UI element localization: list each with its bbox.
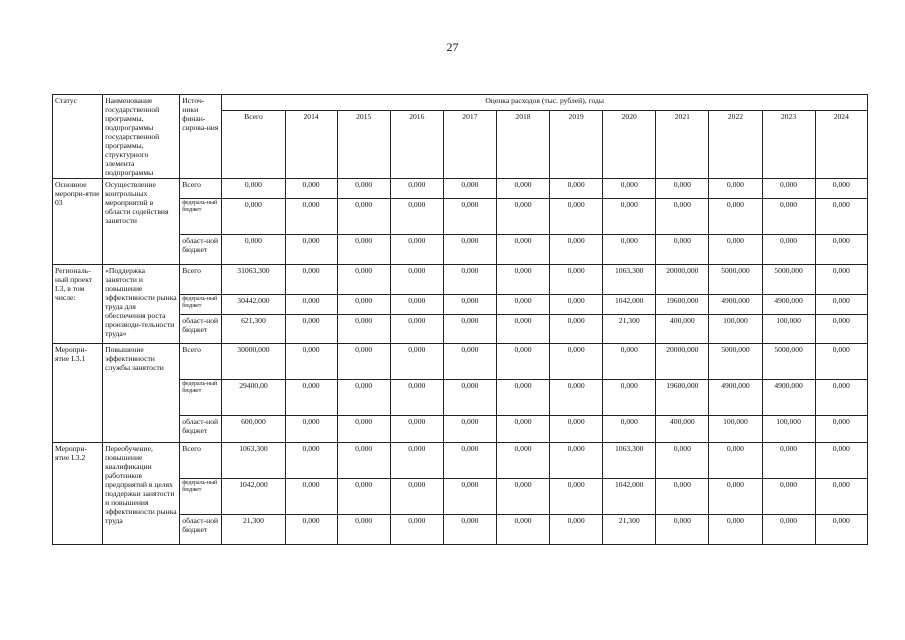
row-funding-source: федераль-ный бюджет [180,479,222,515]
value-cell: 0,000 [656,179,709,199]
header-column-2023: 2023 [762,110,815,178]
row-program-name: «Поддержка занятости и повышение эффективности рынка труда для обеспечения роста производи-тельности труда» [103,265,180,344]
value-cell: 21,300 [222,515,285,545]
value-cell: 0,000 [496,179,549,199]
value-cell: 0,000 [550,179,603,199]
value-cell: 0,000 [337,479,390,515]
value-cell: 0,000 [443,479,496,515]
row-program-name: Повышение эффективности службы занятости [103,344,180,443]
value-cell: 1042,000 [222,479,285,515]
header-column-2020: 2020 [603,110,656,178]
value-cell: 0,000 [550,416,603,443]
value-cell: 100,000 [762,315,815,344]
value-cell: 0,000 [337,295,390,315]
value-cell: 0,000 [550,295,603,315]
value-cell: 0,000 [222,179,285,199]
value-cell: 0,000 [496,344,549,380]
row-funding-source: област-ной бюджет [180,416,222,443]
value-cell: 5000,000 [762,344,815,380]
row-funding-source: Всего [180,443,222,479]
value-cell: 0,000 [222,235,285,265]
value-cell: 0,000 [390,515,443,545]
row-funding-source: област-ной бюджет [180,315,222,344]
value-cell: 0,000 [496,235,549,265]
row-funding-source: област-ной бюджет [180,515,222,545]
value-cell: 0,000 [815,344,867,380]
value-cell: 0,000 [815,265,867,295]
value-cell: 1063,300 [603,265,656,295]
value-cell: 0,000 [550,443,603,479]
value-cell: 4900,000 [709,295,762,315]
value-cell: 100,000 [762,416,815,443]
value-cell: 29400,00 [222,380,285,416]
row-funding-source: федераль-ный бюджет [180,199,222,235]
value-cell: 20000,000 [656,344,709,380]
value-cell: 0,000 [815,443,867,479]
value-cell: 0,000 [496,443,549,479]
value-cell: 0,000 [285,265,337,295]
value-cell: 0,000 [285,199,337,235]
value-cell: 0,000 [285,235,337,265]
header-source: Источ-ники финан-сирова-ния [180,95,222,179]
page-number: 27 [446,40,459,54]
value-cell: 0,000 [390,235,443,265]
value-cell: 0,000 [496,315,549,344]
value-cell: 0,000 [496,479,549,515]
value-cell: 21,300 [603,515,656,545]
value-cell: 0,000 [390,265,443,295]
value-cell: 1063,300 [222,443,285,479]
value-cell: 0,000 [443,179,496,199]
value-cell: 0,000 [496,380,549,416]
value-cell: 0,000 [443,199,496,235]
value-cell: 5000,000 [709,265,762,295]
value-cell: 0,000 [815,295,867,315]
value-cell: 600,000 [222,416,285,443]
value-cell: 0,000 [443,380,496,416]
value-cell: 31063,300 [222,265,285,295]
value-cell: 0,000 [496,199,549,235]
value-cell: 400,000 [656,416,709,443]
header-column-2015: 2015 [337,110,390,178]
value-cell: 0,000 [656,199,709,235]
value-cell: 0,000 [762,515,815,545]
value-cell: 0,000 [390,479,443,515]
value-cell: 0,000 [550,265,603,295]
value-cell: 0,000 [285,416,337,443]
value-cell: 21,300 [603,315,656,344]
value-cell: 0,000 [390,416,443,443]
value-cell: 0,000 [337,515,390,545]
value-cell: 0,000 [443,235,496,265]
value-cell: 0,000 [603,199,656,235]
row-funding-source: федераль-ный бюджет [180,295,222,315]
value-cell: 4900,000 [762,295,815,315]
value-cell: 20000,000 [656,265,709,295]
value-cell: 30000,000 [222,344,285,380]
value-cell: 0,000 [815,479,867,515]
value-cell: 0,000 [285,295,337,315]
value-cell: 0,000 [285,344,337,380]
value-cell: 0,000 [337,443,390,479]
value-cell: 0,000 [550,515,603,545]
value-cell: 5000,000 [709,344,762,380]
value-cell: 0,000 [550,344,603,380]
value-cell: 0,000 [656,479,709,515]
value-cell: 0,000 [337,380,390,416]
value-cell: 0,000 [337,235,390,265]
value-cell: 0,000 [656,515,709,545]
value-cell: 0,000 [603,416,656,443]
value-cell: 0,000 [390,295,443,315]
value-cell: 0,000 [550,380,603,416]
row-status: Основное меропри-ятие 03 [53,179,103,265]
value-cell: 0,000 [443,515,496,545]
header-column-2019: 2019 [550,110,603,178]
row-program-name: Осуществление контрольных мероприятий в области содействия занятости [103,179,180,265]
value-cell: 0,000 [390,179,443,199]
table-row [53,344,868,380]
header-column-2014: 2014 [285,110,337,178]
value-cell: 0,000 [496,515,549,545]
value-cell: 4900,000 [709,380,762,416]
header-column-2024: 2024 [815,110,867,178]
value-cell: 0,000 [550,315,603,344]
value-cell: 0,000 [709,443,762,479]
header-column-2018: 2018 [496,110,549,178]
value-cell: 0,000 [390,315,443,344]
row-funding-source: област-ной бюджет [180,235,222,265]
value-cell: 0,000 [603,235,656,265]
table-row [53,265,868,295]
value-cell: 0,000 [762,179,815,199]
value-cell: 30442,000 [222,295,285,315]
value-cell: 0,000 [337,315,390,344]
value-cell: 400,000 [656,315,709,344]
row-funding-source: Всего [180,265,222,295]
value-cell: 0,000 [603,179,656,199]
row-funding-source: Всего [180,344,222,380]
table-header [53,95,868,179]
value-cell: 0,000 [550,199,603,235]
value-cell: 0,000 [709,199,762,235]
value-cell: 0,000 [762,479,815,515]
header-column-2016: 2016 [390,110,443,178]
value-cell: 5000,000 [762,265,815,295]
table-row [53,443,868,479]
row-program-name: Переобучение, повышение квалификации работников предприятий в целях поддержки занятости и повышения эффективности рынка труда [103,443,180,545]
value-cell: 0,000 [285,315,337,344]
value-cell: 0,000 [496,265,549,295]
value-cell: 100,000 [709,416,762,443]
row-status: Региональ-ный проект L3, в том числе: [53,265,103,344]
value-cell: 0,000 [390,380,443,416]
budget-table [52,94,868,545]
value-cell: 0,000 [443,344,496,380]
value-cell: 0,000 [815,235,867,265]
value-cell: 0,000 [656,443,709,479]
header-status: Статус [53,95,103,179]
value-cell: 0,000 [222,199,285,235]
value-cell: 4900,000 [762,380,815,416]
value-cell: 1063,300 [603,443,656,479]
value-cell: 621,300 [222,315,285,344]
value-cell: 0,000 [337,416,390,443]
row-status: Меропри-ятие L3.2 [53,443,103,545]
value-cell: 0,000 [762,199,815,235]
value-cell: 0,000 [390,199,443,235]
header-name: Наименование государственной программы, подпрограммы государственной программы, структурного элемента подпрограммы [103,95,180,179]
header-column-total: Всего [222,110,285,178]
row-status: Меропри-ятие L3.1 [53,344,103,443]
value-cell: 0,000 [815,179,867,199]
value-cell: 1042,000 [603,479,656,515]
value-cell: 0,000 [285,515,337,545]
value-cell: 0,000 [550,235,603,265]
value-cell: 0,000 [815,315,867,344]
value-cell: 0,000 [390,344,443,380]
header-column-2022: 2022 [709,110,762,178]
value-cell: 19600,000 [656,295,709,315]
value-cell: 0,000 [496,295,549,315]
value-cell: 0,000 [285,179,337,199]
value-cell: 0,000 [390,443,443,479]
value-cell: 0,000 [443,315,496,344]
value-cell: 0,000 [709,179,762,199]
value-cell: 0,000 [762,235,815,265]
header-column-2017: 2017 [443,110,496,178]
value-cell: 0,000 [603,344,656,380]
value-cell: 19600,000 [656,380,709,416]
value-cell: 0,000 [285,479,337,515]
value-cell: 0,000 [443,265,496,295]
value-cell: 0,000 [815,380,867,416]
value-cell: 0,000 [337,265,390,295]
table-row [53,179,868,199]
value-cell: 0,000 [443,443,496,479]
value-cell: 0,000 [337,344,390,380]
table-body [53,179,868,545]
row-funding-source: Всего [180,179,222,199]
value-cell: 0,000 [656,235,709,265]
value-cell: 0,000 [337,199,390,235]
value-cell: 100,000 [709,315,762,344]
value-cell: 0,000 [496,416,549,443]
value-cell: 1042,000 [603,295,656,315]
value-cell: 0,000 [443,295,496,315]
value-cell: 0,000 [815,416,867,443]
value-cell: 0,000 [709,235,762,265]
value-cell: 0,000 [815,515,867,545]
value-cell: 0,000 [709,515,762,545]
header-estimate: Оценка расходов (тыс. рублей), годы [222,95,868,111]
value-cell: 0,000 [762,443,815,479]
row-funding-source: федераль-ный бюджет [180,380,222,416]
value-cell: 0,000 [285,380,337,416]
value-cell: 0,000 [443,416,496,443]
value-cell: 0,000 [337,179,390,199]
value-cell: 0,000 [709,479,762,515]
value-cell: 0,000 [550,479,603,515]
value-cell: 0,000 [285,443,337,479]
value-cell: 0,000 [815,199,867,235]
value-cell: 0,000 [603,380,656,416]
header-column-2021: 2021 [656,110,709,178]
